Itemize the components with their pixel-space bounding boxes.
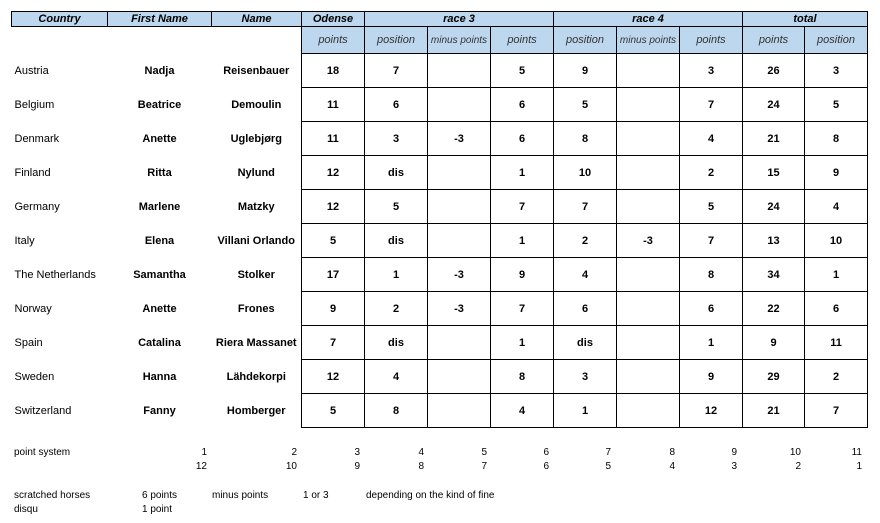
sub-header-odense-points: points	[302, 27, 365, 54]
cell-race4-points: 7	[680, 224, 743, 258]
table-row	[12, 360, 868, 394]
point-system-points-value: 6	[543, 461, 549, 472]
cell-race4-minus	[617, 258, 680, 292]
cell-race3-points: 1	[491, 326, 554, 360]
cell-total-position: 11	[805, 326, 868, 360]
point-system-position: 9	[731, 447, 737, 458]
cell-total-position: 7	[805, 394, 868, 428]
cell-race4-points: 12	[680, 394, 743, 428]
table-row	[12, 326, 868, 360]
cell-odense-points: 12	[302, 360, 365, 394]
cell-first-name: Beatrice	[137, 98, 182, 111]
point-system-points-value: 5	[605, 461, 611, 472]
point-system-points-value: 10	[285, 461, 297, 472]
cell-first-name: Marlene	[138, 200, 181, 213]
cell-total-position: 3	[805, 54, 868, 88]
cell-odense-points: 9	[302, 292, 365, 326]
header-total: total	[743, 12, 868, 27]
point-system-position: 6	[543, 447, 549, 458]
cell-race3-minus: -3	[428, 292, 491, 326]
cell-race3-position: 8	[365, 394, 428, 428]
cell-race4-points: 4	[680, 122, 743, 156]
cell-name: Nylund	[237, 166, 275, 179]
disqu-label: disqu	[14, 504, 38, 515]
cell-race4-position: 1	[554, 394, 617, 428]
cell-race3-position: 5	[365, 190, 428, 224]
point-system-position: 11	[851, 447, 862, 458]
cell-total-points: 26	[743, 54, 805, 88]
cell-race3-points: 8	[491, 360, 554, 394]
scratched-label: scratched horses	[14, 490, 91, 501]
point-system-position: 8	[669, 447, 675, 458]
cell-odense-points: 18	[302, 54, 365, 88]
cell-race3-points: 9	[491, 258, 554, 292]
sub-header-race4-points: points	[680, 27, 743, 54]
point-system-position: 7	[605, 447, 611, 458]
header-race4: race 4	[554, 12, 743, 27]
point-system-position: 3	[354, 447, 360, 458]
cell-odense-points: 12	[302, 190, 365, 224]
cell-race4-points: 1	[680, 326, 743, 360]
cell-name: Homberger	[226, 404, 286, 417]
cell-race3-points: 1	[491, 156, 554, 190]
point-system-position: 5	[481, 447, 487, 458]
header-first-name: First Name	[108, 12, 212, 27]
table-row	[12, 156, 868, 190]
table-row	[12, 394, 868, 428]
cell-race4-minus	[617, 190, 680, 224]
cell-race4-points: 5	[680, 190, 743, 224]
cell-race3-minus	[428, 360, 491, 394]
table-row	[12, 88, 868, 122]
cell-race3-points: 4	[491, 394, 554, 428]
cell-first-name: Anette	[142, 302, 177, 315]
cell-first-name: Fanny	[143, 404, 176, 417]
point-system-points-value: 7	[481, 461, 487, 472]
cell-name: Stolker	[237, 268, 275, 281]
point-system-position: 2	[291, 447, 297, 458]
cell-country: Sweden	[14, 370, 55, 383]
cell-name: Matzky	[237, 200, 275, 213]
cell-first-name: Elena	[144, 234, 175, 247]
cell-race4-minus	[617, 360, 680, 394]
cell-race3-minus	[428, 156, 491, 190]
cell-country: Denmark	[14, 132, 60, 145]
cell-first-name: Hanna	[142, 370, 177, 383]
cell-race3-position: 2	[365, 292, 428, 326]
cell-country: Belgium	[14, 98, 55, 111]
cell-first-name: Anette	[142, 132, 177, 145]
header-race3: race 3	[365, 12, 554, 27]
cell-race4-position: 6	[554, 292, 617, 326]
cell-country: Austria	[14, 64, 49, 77]
cell-race3-points: 5	[491, 54, 554, 88]
cell-country: Norway	[14, 302, 52, 315]
table-row	[12, 258, 868, 292]
table-row	[12, 122, 868, 156]
cell-total-position: 6	[805, 292, 868, 326]
cell-race4-position: dis	[554, 326, 617, 360]
point-system-label: point system	[14, 447, 71, 458]
header-name: Name	[212, 12, 302, 27]
cell-name: Reisenbauer	[223, 64, 290, 77]
cell-total-points: 24	[743, 88, 805, 122]
results-body	[12, 54, 868, 428]
cell-first-name: Catalina	[138, 336, 181, 349]
sub-header-total-position: position	[805, 27, 868, 54]
cell-total-points: 24	[743, 190, 805, 224]
cell-race4-points: 3	[680, 54, 743, 88]
cell-name: Villani Orlando	[217, 234, 295, 247]
cell-race3-position: 6	[365, 88, 428, 122]
cell-race3-points: 6	[491, 122, 554, 156]
cell-odense-points: 12	[302, 156, 365, 190]
cell-total-position: 9	[805, 156, 868, 190]
point-system-points-value: 12	[195, 461, 207, 472]
cell-race3-points: 6	[491, 88, 554, 122]
cell-race4-minus	[617, 122, 680, 156]
minus-description: depending on the kind of fine	[366, 490, 495, 501]
cell-race4-points: 8	[680, 258, 743, 292]
point-system-position: 10	[789, 447, 801, 458]
cell-race3-points: 1	[491, 224, 554, 258]
header-odense: Odense	[302, 12, 365, 27]
cell-name: Frones	[237, 302, 275, 315]
cell-race3-position: 4	[365, 360, 428, 394]
table-row	[12, 224, 868, 258]
cell-country: Switzerland	[14, 404, 72, 417]
cell-race4-minus	[617, 54, 680, 88]
cell-race4-position: 2	[554, 224, 617, 258]
cell-race4-position: 5	[554, 88, 617, 122]
cell-name: Lähdekorpi	[226, 370, 286, 383]
cell-race4-points: 2	[680, 156, 743, 190]
cell-total-position: 1	[805, 258, 868, 292]
cell-total-points: 15	[743, 156, 805, 190]
point-system-points-value: 2	[795, 461, 801, 472]
header-country: Country	[12, 12, 108, 27]
cell-race4-minus	[617, 156, 680, 190]
cell-name: Demoulin	[231, 98, 282, 111]
cell-race4-position: 9	[554, 54, 617, 88]
results-table	[11, 11, 868, 428]
cell-race4-points: 6	[680, 292, 743, 326]
point-system-points-value: 8	[418, 461, 424, 472]
point-system-points-value: 1	[856, 461, 862, 472]
point-system-position: 4	[418, 447, 424, 458]
cell-race3-position: dis	[365, 326, 428, 360]
minus-label: minus points	[212, 490, 269, 501]
cell-race4-position: 10	[554, 156, 617, 190]
cell-first-name: Samantha	[133, 268, 186, 281]
table-row	[12, 292, 868, 326]
cell-race4-minus	[617, 292, 680, 326]
cell-total-points: 34	[743, 258, 805, 292]
cell-total-position: 8	[805, 122, 868, 156]
cell-race3-position: dis	[365, 224, 428, 258]
cell-total-points: 29	[743, 360, 805, 394]
point-system-points-value: 4	[669, 461, 675, 472]
cell-race4-position: 3	[554, 360, 617, 394]
cell-first-name: Nadja	[144, 64, 175, 77]
cell-total-points: 22	[743, 292, 805, 326]
cell-total-points: 21	[743, 122, 805, 156]
header-row-1	[12, 12, 868, 27]
point-system-points-value: 9	[354, 461, 360, 472]
cell-race4-position: 4	[554, 258, 617, 292]
sub-header-total-points: points	[743, 27, 805, 54]
scratched-value: 6 points	[142, 490, 178, 501]
cell-race4-minus: -3	[617, 224, 680, 258]
cell-total-points: 9	[743, 326, 805, 360]
cell-odense-points: 11	[302, 88, 365, 122]
cell-country: Finland	[14, 166, 51, 179]
minus-value: 1 or 3	[303, 490, 329, 501]
point-system-position: 1	[201, 447, 207, 458]
cell-odense-points: 11	[302, 122, 365, 156]
cell-race3-minus	[428, 394, 491, 428]
header-row-2	[12, 27, 868, 54]
cell-total-position: 10	[805, 224, 868, 258]
cell-country: Spain	[14, 336, 43, 349]
cell-race3-points: 7	[491, 190, 554, 224]
cell-total-points: 13	[743, 224, 805, 258]
cell-race3-points: 7	[491, 292, 554, 326]
sub-header-race3-points: points	[491, 27, 554, 54]
cell-odense-points: 7	[302, 326, 365, 360]
sub-header-race4-position: position	[554, 27, 617, 54]
cell-country: The Netherlands	[14, 268, 96, 281]
cell-race4-position: 8	[554, 122, 617, 156]
cell-name: Uglebjørg	[230, 132, 282, 145]
cell-race3-position: dis	[365, 156, 428, 190]
table-row	[12, 190, 868, 224]
cell-race3-minus	[428, 190, 491, 224]
cell-race3-position: 3	[365, 122, 428, 156]
cell-first-name: Ritta	[147, 166, 172, 179]
cell-total-points: 21	[743, 394, 805, 428]
cell-race4-points: 9	[680, 360, 743, 394]
cell-race4-position: 7	[554, 190, 617, 224]
sub-header-race3-position: position	[365, 27, 428, 54]
cell-race4-points: 7	[680, 88, 743, 122]
cell-race3-minus	[428, 54, 491, 88]
cell-name: Riera Massanet	[215, 336, 297, 349]
cell-race3-position: 7	[365, 54, 428, 88]
cell-race3-minus: -3	[428, 258, 491, 292]
sub-header-race3-minus: minus points	[428, 27, 491, 54]
cell-country: Germany	[14, 200, 60, 213]
sub-header-race4-minus: minus points	[617, 27, 680, 54]
cell-odense-points: 5	[302, 394, 365, 428]
cell-race3-minus	[428, 224, 491, 258]
disqu-value: 1 point	[142, 504, 173, 515]
cell-race3-minus: -3	[428, 122, 491, 156]
cell-race3-position: 1	[365, 258, 428, 292]
cell-race3-minus	[428, 88, 491, 122]
cell-race4-minus	[617, 326, 680, 360]
cell-country: Italy	[14, 234, 35, 247]
cell-total-position: 5	[805, 88, 868, 122]
cell-total-position: 2	[805, 360, 868, 394]
cell-race3-minus	[428, 326, 491, 360]
cell-odense-points: 5	[302, 224, 365, 258]
cell-total-position: 4	[805, 190, 868, 224]
cell-odense-points: 17	[302, 258, 365, 292]
cell-race4-minus	[617, 88, 680, 122]
cell-race4-minus	[617, 394, 680, 428]
point-system-points-value: 3	[731, 461, 737, 472]
table-row	[12, 54, 868, 88]
